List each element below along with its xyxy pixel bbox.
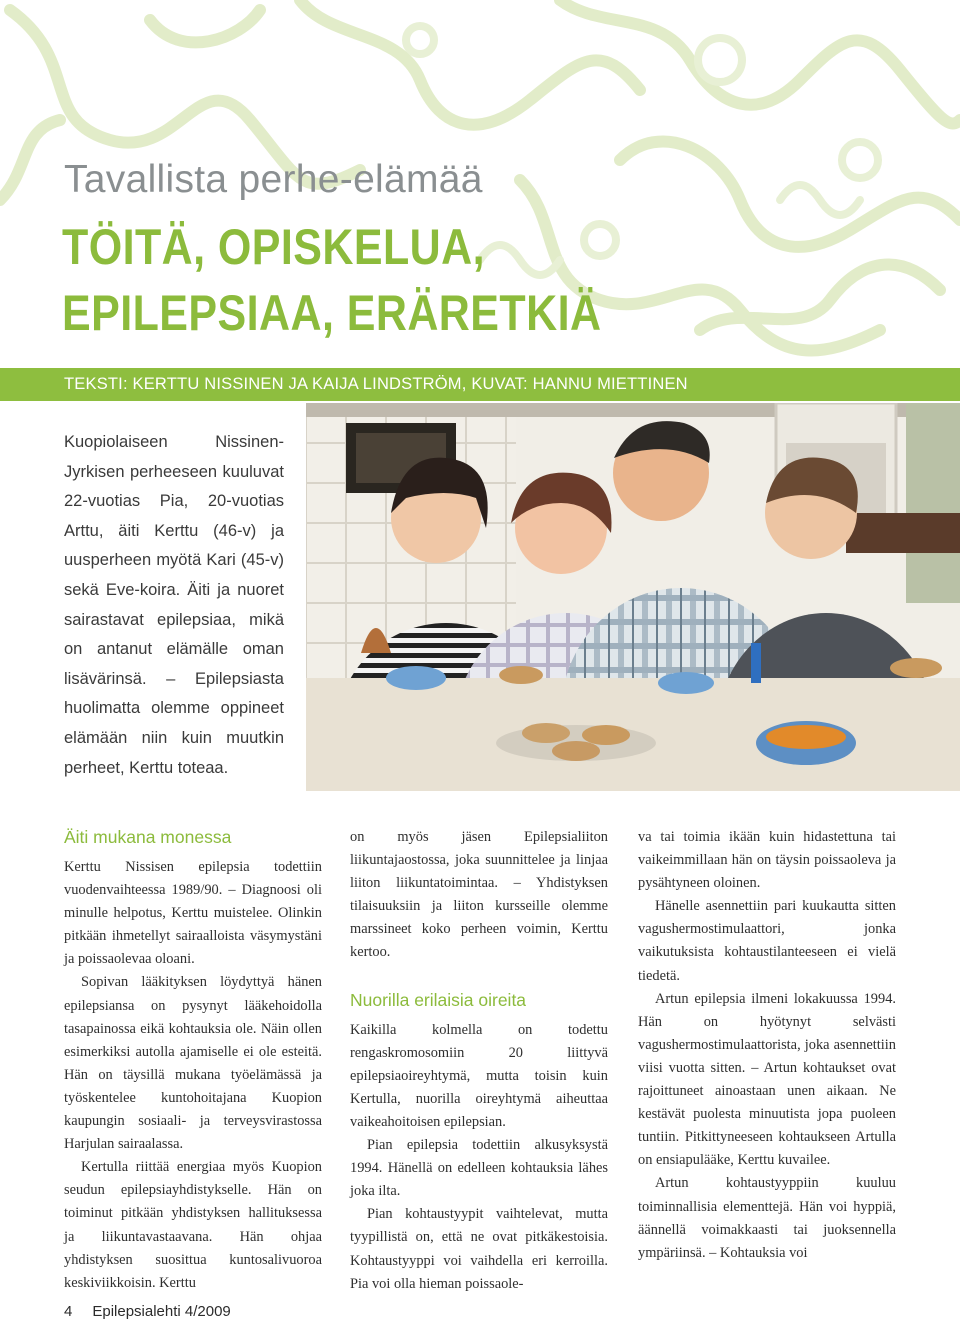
section-heading: Äiti mukana monessa (64, 827, 232, 847)
headline-line-1: TÖITÄ, OPISKELUA, (62, 219, 485, 275)
paragraph: on myös jäsen Epilepsialiiton liikuntajaostossa, joka suunnittelee ja linjaa liiton liikuntatoimintaa. – Yhdistyksen tilaisuuksiin ja liiton kursseille olemme marssineet koko perheen voimin, Kerttu kertoo. (350, 829, 608, 961)
page-footer (64, 1303, 251, 1320)
article-body (0, 826, 960, 1296)
credit-bar (0, 368, 960, 401)
paragraph: Artun kohtaustyyppiin kuuluu toiminnallisia elementtejä. Hän voi hyppiä, äännellä voimakkaasti tai juoksennella ympäriinsä. – Kohtauksia voi (638, 1175, 896, 1261)
paragraph: Kerttu Nissisen epilepsia todettiin vuodenvaihteessa 1989/90. – Diagnoosi oli minulle helpotus, Kerttu muistelee. Olinkin pitkään ihmetellyt sairaalloista väsymystäni ja poissaolevaa oloani. (64, 859, 322, 968)
section-heading: Nuorilla erilaisia oireita (350, 989, 527, 1010)
paragraph: Sopivan lääkityksen löydyttyä hänen epilepsiansa on pysynyt lääkehoidolla tasapainossa eikä kohtauksia ole. Näin ollen esimerkiksi autolla ajamiselle ei ole esteitä. Hän on täysillä mukana työelämässä ja työskentelee kuntohoitajana Kuopion kaupungin sosiaali- ja terveysvirastossa Harjulan sairaalassa. (64, 974, 322, 1153)
paragraph: Artun epilepsia ilmeni lokakuussa 1994. Hän on hyötynyt selvästi vagushermostimulaattorista, joka asennettiin viisi vuotta sitten. – Artun kohtaukset ovat rajoittuneet ainoastaan unen aikaan. Ne kestävät puolesta minuutista jopa puoleen tuntiin. Pitkittyneeseen kohtaukseen Artulla on ensiapulääke, Kerttu kuvailee. (638, 990, 896, 1169)
article-lead: Kuopiolaiseen Nissinen-Jyrkisen perheeseen kuuluvat 22-vuotias Pia, 20-vuotias Arttu, äiti Kerttu (46-v) ja uusperheen myötä Kari (45-v) sekä Eve-koira. Äiti ja nuoret sairastavat epilepsiaa, mikä on antanut elämälle oman lisävärinsä. – Epilepsiasta huolimatta olemme oppineet elämään niin kuin muutkin perheet, Kerttu toteaa. (64, 433, 284, 777)
paragraph: Pian kohtaustyypit vaihtelevat, mutta tyypillistä on, että ne ovat pitkäkestoisia. Kohtaustyyppi voi vaihdella eri kerroilla. Pia voi olla hieman poissaole- (350, 1206, 608, 1292)
paragraph: Kaikilla kolmella on todettu rengaskromosomiin 20 liittyvä epilepsiaoireyhtymä, mutta toisin kuin Kertulla, nuorilla oireyhtymä aiheuttaa vaikeahoitoisen epilepsian. (350, 1021, 608, 1130)
article-kicker: Tavallista perhe-elämää (64, 158, 483, 201)
headline-line-2: EPILEPSIAA, ERÄRETKIÄ (62, 285, 602, 341)
publication-name: Epilepsialehti 4/2009 (92, 1303, 231, 1320)
paragraph: Hänelle asennettiin pari kuukautta sitten vagushermostimulaattori, jonka vaikutuksista kohtaustilanteeseen ei vielä tiedetä. (638, 898, 896, 984)
paragraph: Kertulla riittää energiaa myös Kuopion seudun epilepsiayhdistykselle. Hän on toiminut pitkään yhdistyksen hallituksessa ja liikuntavastaavana. Hän ohjaa yhdistyksen suosittua kuntosalivuoroa keskiviikkoisin. Kerttu (64, 1159, 322, 1291)
article-headline (62, 214, 689, 346)
article-credit: TEKSTI: KERTTU NISSINEN JA KAIJA LINDSTRÖM, KUVAT: HANNU MIETTINEN (64, 375, 688, 393)
body-column-2 (350, 826, 608, 1296)
page-number: 4 (64, 1303, 73, 1320)
paragraph: Pian epilepsia todettiin alkusyksystä 1994. Hänellä on edelleen kohtauksia lähes joka ilta. (350, 1137, 608, 1200)
body-column-1 (64, 826, 322, 1295)
body-column-3 (638, 826, 896, 1265)
paragraph: va tai toimia ikään kuin hidastettuna tai vaikeimmillaan hän on täysin poissaoleva ja pysähtyneen oloinen. (638, 829, 896, 892)
family-photo (306, 403, 960, 791)
